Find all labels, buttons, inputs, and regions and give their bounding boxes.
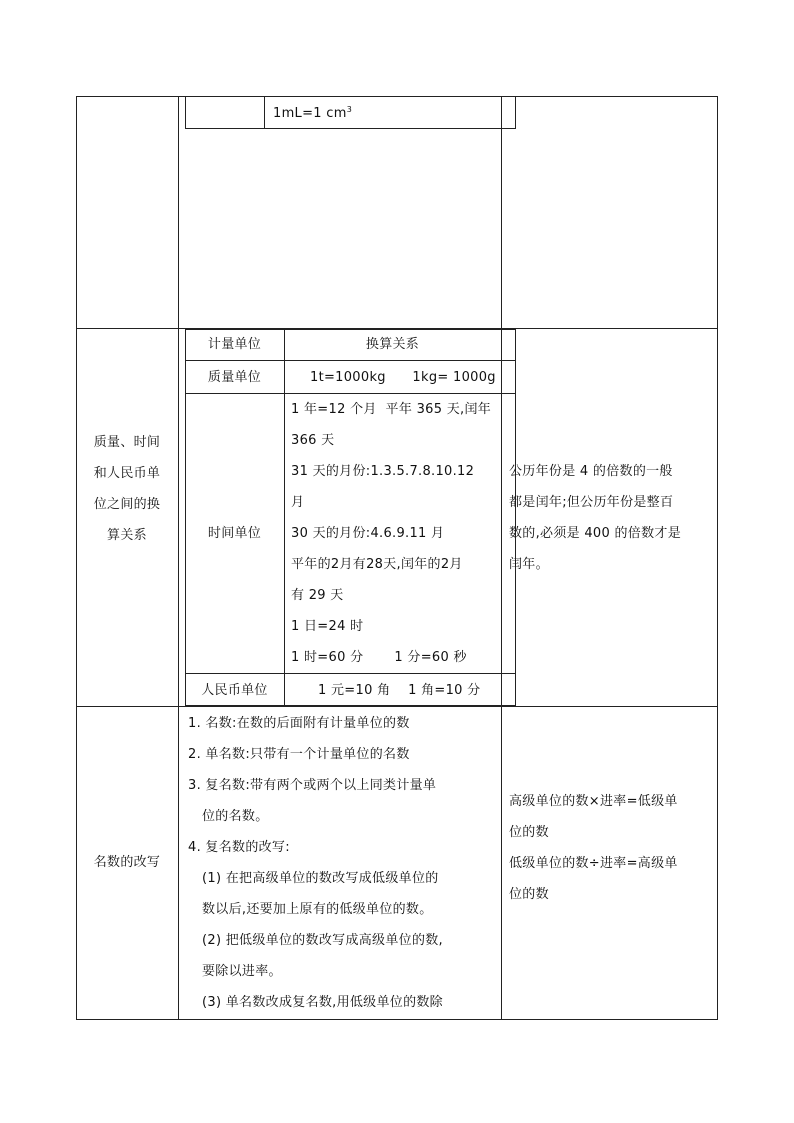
note-line: 都是闰年;但公历年份是整百 [509, 495, 674, 510]
rename-item: (2) 把低级单位的数改写成高级单位的数, [202, 933, 443, 948]
inner-border [501, 96, 502, 129]
mass-relation: 1t=1000kg 1kg= 1000g [310, 370, 496, 385]
rename-item: (3) 单名数改成复名数,用低级单位的数除 [202, 995, 443, 1010]
time-line: 平年的2月有28天,闰年的2月 [291, 557, 463, 572]
time-line: 有 29 天 [291, 588, 344, 603]
time-line: 30 天的月份:4.6.9.11 月 [291, 526, 445, 541]
category-line: 位之间的换 [93, 497, 161, 512]
time-line: 1 时=60 分 1 分=60 秒 [291, 650, 467, 665]
table-border-left [76, 96, 77, 1020]
row-divider [76, 706, 718, 707]
inner-border [185, 96, 186, 129]
time-line: 1 日=24 时 [291, 619, 364, 634]
inner-border [515, 96, 516, 129]
rule-line: 位的数 [509, 825, 549, 840]
rule-line: 位的数 [509, 887, 549, 902]
inner-border [515, 329, 516, 706]
inner-border [185, 360, 516, 361]
inner-border [185, 329, 516, 330]
rename-item: 数以后,还要加上原有的低级单位的数。 [202, 902, 433, 917]
inner-border [185, 673, 516, 674]
time-line: 31 天的月份:1.3.5.7.8.10.12 [291, 464, 475, 479]
rename-item: 4. 复名数的改写: [188, 840, 290, 855]
rmb-relation: 1 元=10 角 1 角=10 分 [318, 683, 481, 698]
column-divider [178, 96, 179, 1020]
rename-item: 2. 单名数:只带有一个计量单位的名数 [188, 747, 410, 762]
table-border-top [76, 96, 718, 97]
time-line: 366 天 [291, 433, 335, 448]
category-line: 算关系 [107, 528, 147, 543]
rename-item: 要除以进率。 [202, 964, 282, 979]
volume-conversion: 1mL=1 $cm^3$ [273, 105, 353, 121]
category-line: 质量、时间 [93, 435, 161, 450]
rule-line: 低级单位的数÷进率=高级单 [509, 856, 678, 871]
note-line: 公历年份是 4 的倍数的一般 [509, 464, 673, 479]
table-border-bottom [76, 1019, 718, 1020]
inner-border [185, 393, 516, 394]
inner-border [185, 705, 516, 706]
table-border-right [717, 96, 718, 1020]
rename-category: 名数的改写 [93, 855, 161, 870]
inner-border [264, 96, 265, 129]
rename-item: 1. 名数:在数的后面附有计量单位的数 [188, 716, 410, 731]
rename-item: 3. 复名数:带有两个或两个以上同类计量单 [188, 778, 437, 793]
mass-unit: 质量单位 [207, 370, 262, 385]
header-relation: 换算关系 [365, 337, 420, 352]
inner-border [185, 128, 516, 129]
inner-border [284, 329, 285, 706]
note-line: 闰年。 [509, 557, 549, 572]
rename-item: (1) 在把高级单位的数改写成低级单位的 [202, 871, 439, 886]
rename-item: 位的名数。 [202, 809, 269, 824]
rule-line: 高级单位的数×进率=低级单 [509, 794, 678, 809]
time-unit: 时间单位 [207, 526, 262, 541]
note-line: 数的,必须是 400 的倍数才是 [509, 526, 682, 541]
header-unit: 计量单位 [207, 337, 262, 352]
category-line: 和人民币单 [93, 466, 161, 481]
rmb-unit: 人民币单位 [201, 683, 268, 698]
time-line: 月 [291, 495, 305, 510]
column-divider [501, 96, 502, 1020]
time-line: 1 年=12 个月 平年 365 天,闰年 [291, 402, 492, 417]
